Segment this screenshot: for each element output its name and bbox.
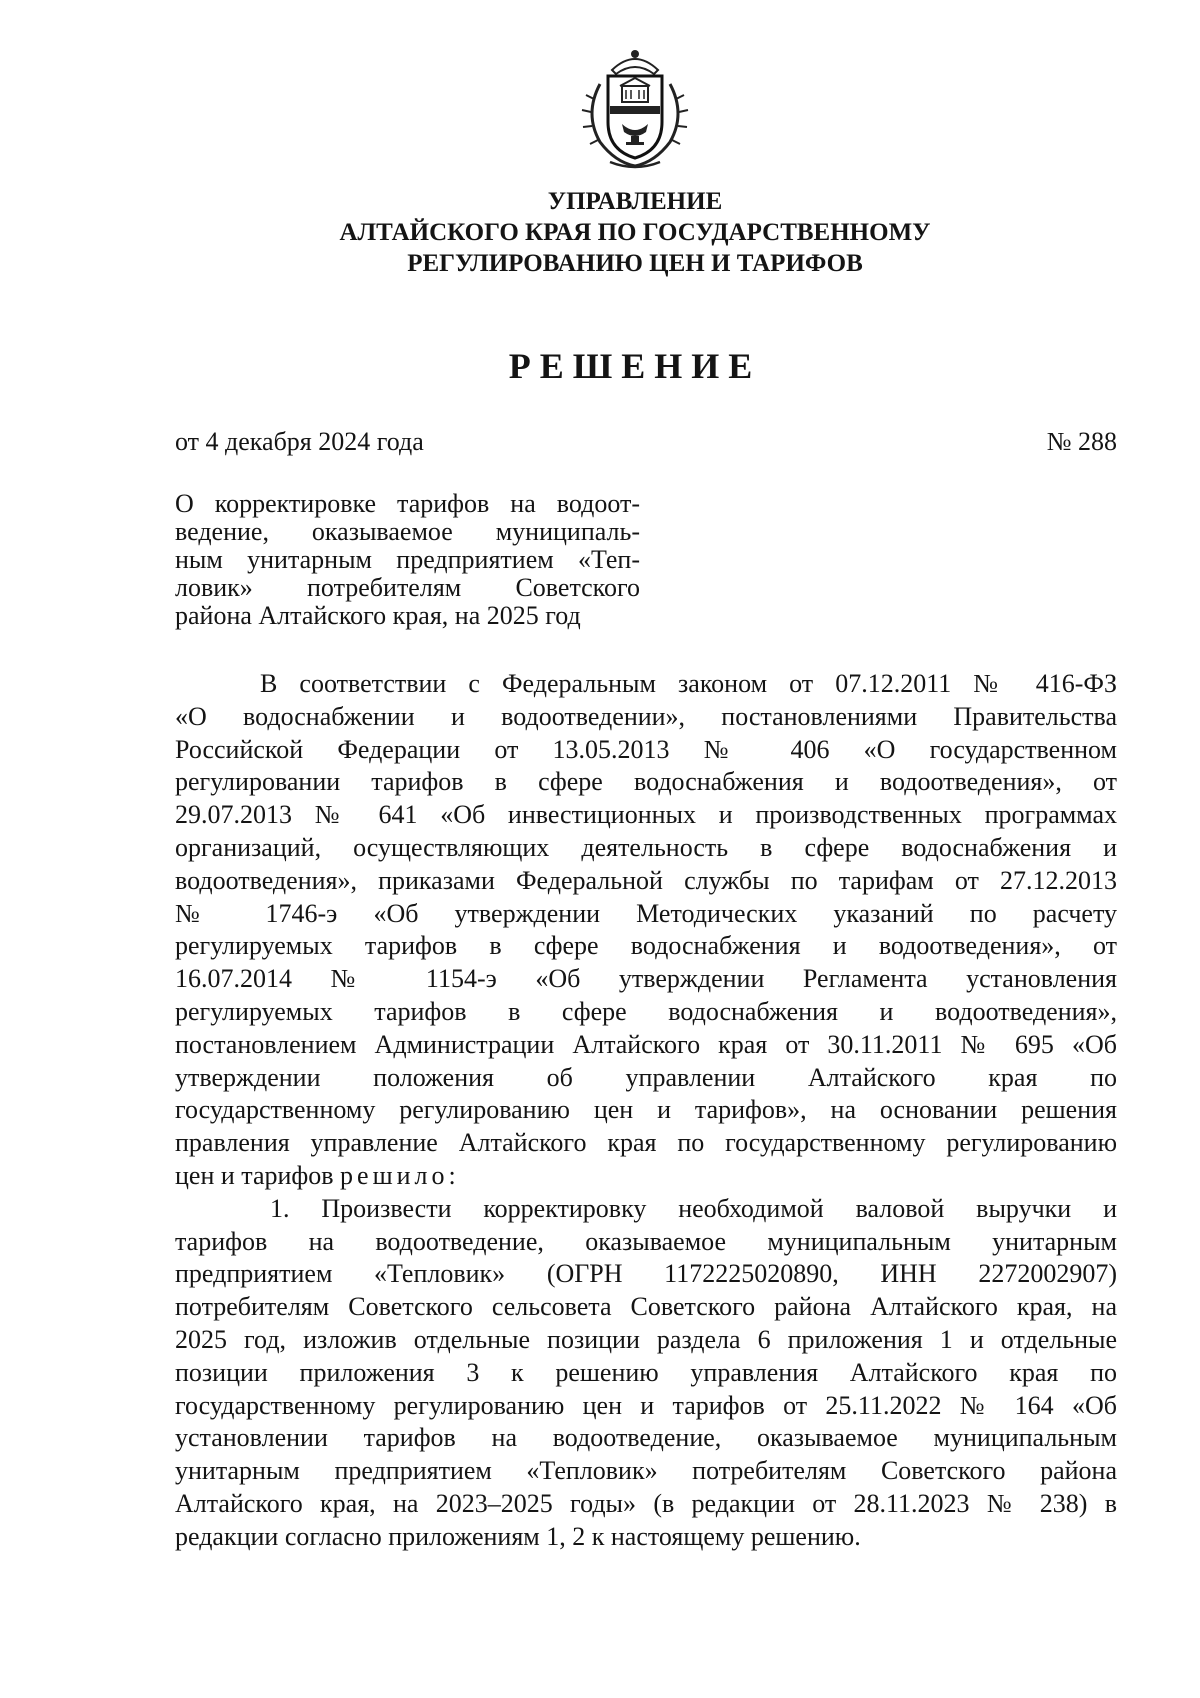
item-1-line: редакции согласно приложениям 1, 2 к настоящему решению. <box>175 1521 861 1551</box>
preamble-line: утверждении положения об управлении Алтайского края по <box>175 1062 1117 1092</box>
document-subject <box>175 490 640 630</box>
preamble-closing-text: цен и тарифов <box>175 1160 334 1190</box>
preamble-line: 29.07.2013 № 641 «Об инвестиционных и производственных программах <box>175 800 1117 830</box>
preamble-line: правления управление Алтайского края по государственному регулированию <box>175 1128 1117 1158</box>
document-body <box>175 668 1117 1554</box>
preamble-line: регулировании тарифов в сфере водоснабжения и водоотведения», от <box>175 767 1117 797</box>
item-1-line: Алтайского края, на 2023–2025 годы» (в редакции от 28.11.2023 № 238) в <box>175 1488 1117 1518</box>
item-1-line: 1. Произвести корректировку необходимой валовой выручки и <box>270 1193 1117 1223</box>
preamble-line: 16.07.2014 № 1154-э «Об утверждении Регламента установления <box>175 964 1117 994</box>
subject-line: ловик» потребителям Советского <box>175 573 640 602</box>
subject-line: ным унитарным предприятием «Теп- <box>175 545 640 574</box>
issuing-authority <box>300 186 970 279</box>
item-1-line: тарифов на водоотведение, оказываемое муниципальным унитарным <box>175 1226 1117 1256</box>
preamble-line: «О водоснабжении и водоотведении», постановлениями Правительства <box>175 701 1117 731</box>
item-1-line: унитарным предприятием «Тепловик» потребителям Советского района <box>175 1456 1117 1486</box>
preamble-line: организаций, осуществляющих деятельность в сфере водоснабжения и <box>175 832 1117 862</box>
item-1-line: предприятием «Тепловик» (ОГРН 1172225020890, ИНН 2272002907) <box>175 1259 1117 1289</box>
preamble-line: В соответствии с Федеральным законом от 07.12.2011 № 416-ФЗ <box>260 669 1117 698</box>
authority-line: УПРАВЛЕНИЕ <box>547 188 723 215</box>
preamble-line: № 1746-э «Об утверждении Методических указаний по расчету <box>175 898 1117 928</box>
preamble-line: регулируемых тарифов в сфере водоснабжения и водоотведения», от <box>175 931 1117 961</box>
preamble-line: водоотведения», приказами Федеральной службы по тарифам от 27.12.2013 <box>175 865 1117 895</box>
preamble-line: постановлением Администрации Алтайского края от 30.11.2011 № 695 «Об <box>175 1029 1117 1059</box>
preamble-line: Российской Федерации от 13.05.2013 № 406 «О государственном <box>175 734 1117 764</box>
document-type-title: РЕШЕНИЕ <box>508 346 762 386</box>
document-number: № 288 <box>1046 427 1117 456</box>
subject-line: О корректировке тарифов на водоот- <box>175 489 640 518</box>
item-1-line: установлении тарифов на водоотведение, оказываемое муниципальным <box>175 1423 1117 1453</box>
document-date: от 4 декабря 2024 года <box>175 427 424 456</box>
decided-word: решило: <box>340 1160 460 1190</box>
authority-line: АЛТАЙСКОГО КРАЯ ПО ГОСУДАРСТВЕННОМУ <box>339 219 931 246</box>
preamble-line: регулируемых тарифов в сфере водоснабжения и водоотведения», <box>175 996 1117 1026</box>
preamble-closing-line <box>175 1160 1117 1193</box>
subject-line: ведение, оказываемое муниципаль- <box>175 517 640 546</box>
item-1-line: позиции приложения 3 к решению управления Алтайского края по <box>175 1357 1117 1387</box>
item-1-line: потребителям Советского сельсовета Советского района Алтайского края, на <box>175 1292 1117 1322</box>
subject-line: района Алтайского края, на 2025 год <box>175 601 581 630</box>
item-1-line: 2025 год, изложив отдельные позиции раздела 6 приложения 1 и отдельные <box>175 1324 1117 1354</box>
preamble-line: государственному регулированию цен и тарифов», на основании решения <box>175 1095 1117 1125</box>
item-1-line: государственному регулированию цен и тарифов от 25.11.2022 № 164 «Об <box>175 1390 1117 1420</box>
authority-line: РЕГУЛИРОВАНИЮ ЦЕН И ТАРИФОВ <box>407 250 863 277</box>
altai-krai-coat-of-arms-icon <box>570 44 700 174</box>
